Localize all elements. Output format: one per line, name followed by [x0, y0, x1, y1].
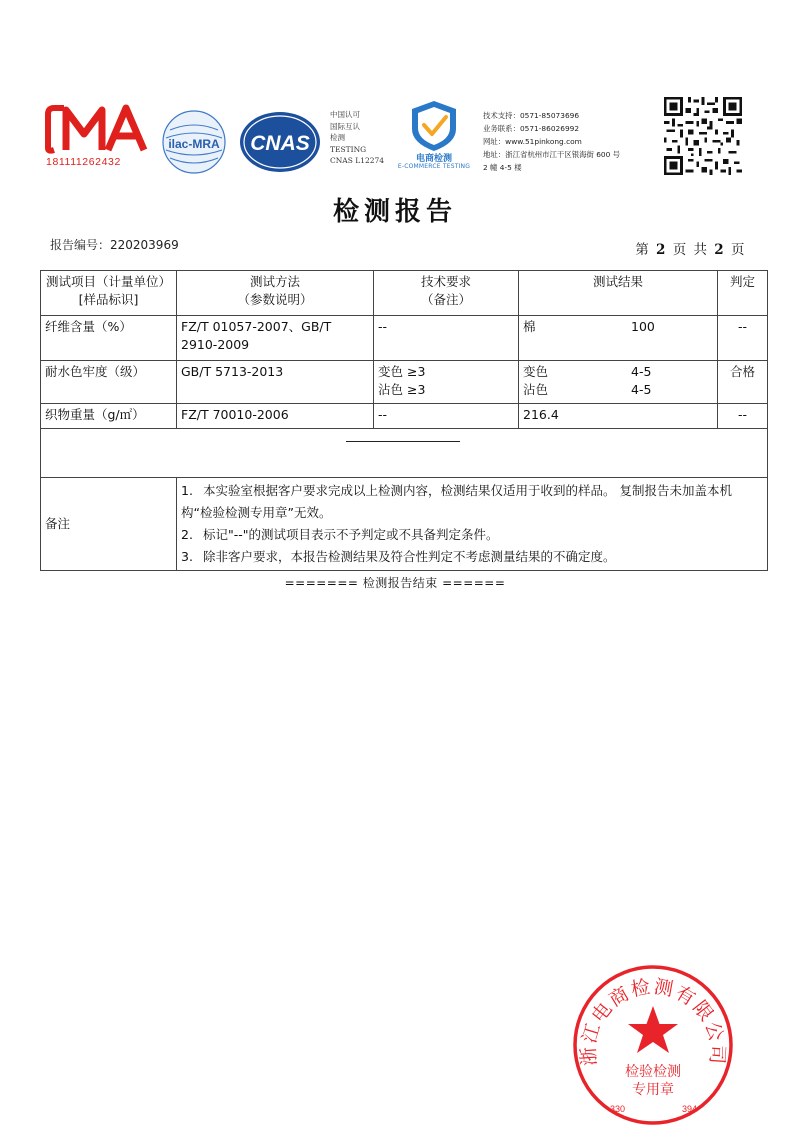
blank-cell	[41, 429, 768, 478]
result-pair	[523, 381, 713, 399]
requirement-line: 变色 ≥3	[378, 364, 426, 379]
cell-result	[519, 316, 718, 361]
note-item	[181, 546, 763, 568]
cell-item: 织物重量（g/㎡）	[41, 404, 177, 429]
ecommerce-name: 电商检测	[415, 154, 452, 164]
result-key: 变色	[523, 364, 549, 379]
cell-method: FZ/T 01057-2007、GB/T 2910-2009	[177, 316, 374, 361]
table-header-row	[41, 271, 768, 316]
ilac-label: ilac-MRA	[168, 137, 220, 151]
contact-address: 地址：浙江省杭州市江干区银海街 600 号	[483, 150, 621, 159]
cell-result: 216.4	[519, 404, 718, 429]
note-item	[181, 524, 763, 546]
requirement-line: 沾色 ≥3	[378, 382, 426, 397]
note-text: 除非客户要求，本报告检测结果及符合性判定不考虑测量结果的不确定度。	[203, 549, 616, 564]
note-number: 1.	[181, 483, 193, 498]
report-title: 检测报告	[332, 197, 457, 227]
seal-company-name: 浙江电商检测有限公司	[577, 975, 729, 1067]
page-total: 2	[714, 242, 726, 258]
cell-item: 纤维含量（%）	[41, 316, 177, 361]
cell-judgement: --	[718, 316, 768, 361]
header-test-item	[41, 271, 177, 316]
qr-code-icon	[664, 97, 742, 175]
header-requirement	[374, 271, 519, 316]
cma-emblem-icon	[44, 104, 148, 154]
page-suffix: 页	[731, 242, 746, 258]
divider	[346, 441, 460, 442]
result-key: 棉	[523, 319, 536, 334]
cell-method: GB/T 5713-2013	[177, 361, 374, 404]
page-total-word: 共	[693, 242, 709, 258]
cnas-logo	[238, 110, 322, 174]
contact-tech-support: 技术支持：0571-85073696	[483, 111, 580, 120]
seal-code-tail: 394	[682, 1104, 698, 1114]
notes-row	[41, 478, 768, 571]
result-value: 100	[631, 319, 655, 334]
seal-code: 330	[610, 1104, 626, 1114]
contact-business: 业务联系：0571-86026992	[483, 124, 580, 133]
contact-address-2: 2 幢 4-5 楼	[483, 163, 522, 172]
cell-method: FZ/T 70010-2006	[177, 404, 374, 429]
note-text: 标记"--"的测试项目表示不予判定或不具备判定条件。	[203, 527, 499, 542]
header-text: 测试方法	[249, 274, 300, 289]
seal-line-1: 检验检测	[625, 1064, 681, 1080]
cell-requirement: --	[374, 316, 519, 361]
header-text: （参数说明）	[237, 292, 313, 307]
cell-requirement: --	[374, 404, 519, 429]
notes-label: 备注	[41, 478, 177, 571]
cell-judgement: --	[718, 404, 768, 429]
cell-requirement	[374, 361, 519, 404]
cell-item: 耐水色牢度（级）	[41, 361, 177, 404]
table-row	[41, 404, 768, 429]
cell-result	[519, 361, 718, 404]
cell-judgement: 合格	[718, 361, 768, 404]
page-current: 2	[656, 242, 667, 258]
cnas-text-line: 国际互认	[330, 121, 360, 131]
report-number: 报告编号：220203969	[50, 238, 179, 252]
ilac-mra-logo	[160, 108, 228, 176]
result-pair	[523, 363, 713, 381]
page-word: 页	[672, 242, 688, 258]
header-text: [样品标识]	[78, 292, 139, 307]
company-seal	[570, 962, 736, 1128]
header-text: 技术要求	[420, 274, 471, 289]
note-number: 2.	[181, 527, 193, 542]
table-row	[41, 361, 768, 404]
cnas-text-line: 中国认可	[330, 110, 360, 119]
cnas-label: CNAS	[250, 132, 310, 155]
cnas-text-line: 检测	[330, 133, 345, 142]
seal-line-2: 专用章	[632, 1082, 674, 1098]
cma-number: 181111262432	[46, 156, 121, 168]
note-text: 本实验室根据客户要求完成以上检测内容，检测结果仅适用于收到的样品。 复制报告未加盖本机构“检验检测专用章”无效。	[181, 483, 732, 520]
report-end-marker: ======= 检测报告结束 ======	[284, 576, 506, 590]
header-test-method	[177, 271, 374, 316]
cnas-text-line: CNAS L12274	[330, 156, 385, 165]
result-key: 沾色	[523, 382, 549, 397]
contact-info	[483, 109, 620, 174]
table-blank-row	[41, 429, 768, 478]
page-prefix: 第	[635, 242, 651, 258]
header-text: （备注）	[420, 292, 471, 307]
table-row	[41, 316, 768, 361]
page-indicator	[635, 238, 746, 258]
header-result: 测试结果	[519, 271, 718, 316]
test-results-table	[40, 270, 768, 571]
notes-content	[177, 478, 768, 571]
note-item	[181, 480, 763, 524]
result-pair	[523, 318, 713, 336]
cnas-accreditation-text	[330, 109, 384, 167]
header-text: 测试项目（计量单位）	[45, 274, 171, 289]
result-value: 4-5	[631, 364, 652, 379]
star-icon	[628, 1006, 678, 1053]
note-number: 3.	[181, 549, 193, 564]
ecommerce-english: E-COMMERCE TESTING	[397, 163, 471, 170]
contact-website: 网址：www.51pinkong.com	[483, 137, 582, 146]
result-value: 4-5	[631, 382, 652, 397]
cma-logo	[44, 104, 148, 172]
header-judgement: 判定	[718, 271, 768, 316]
cnas-text-line: TESTING	[330, 144, 367, 154]
